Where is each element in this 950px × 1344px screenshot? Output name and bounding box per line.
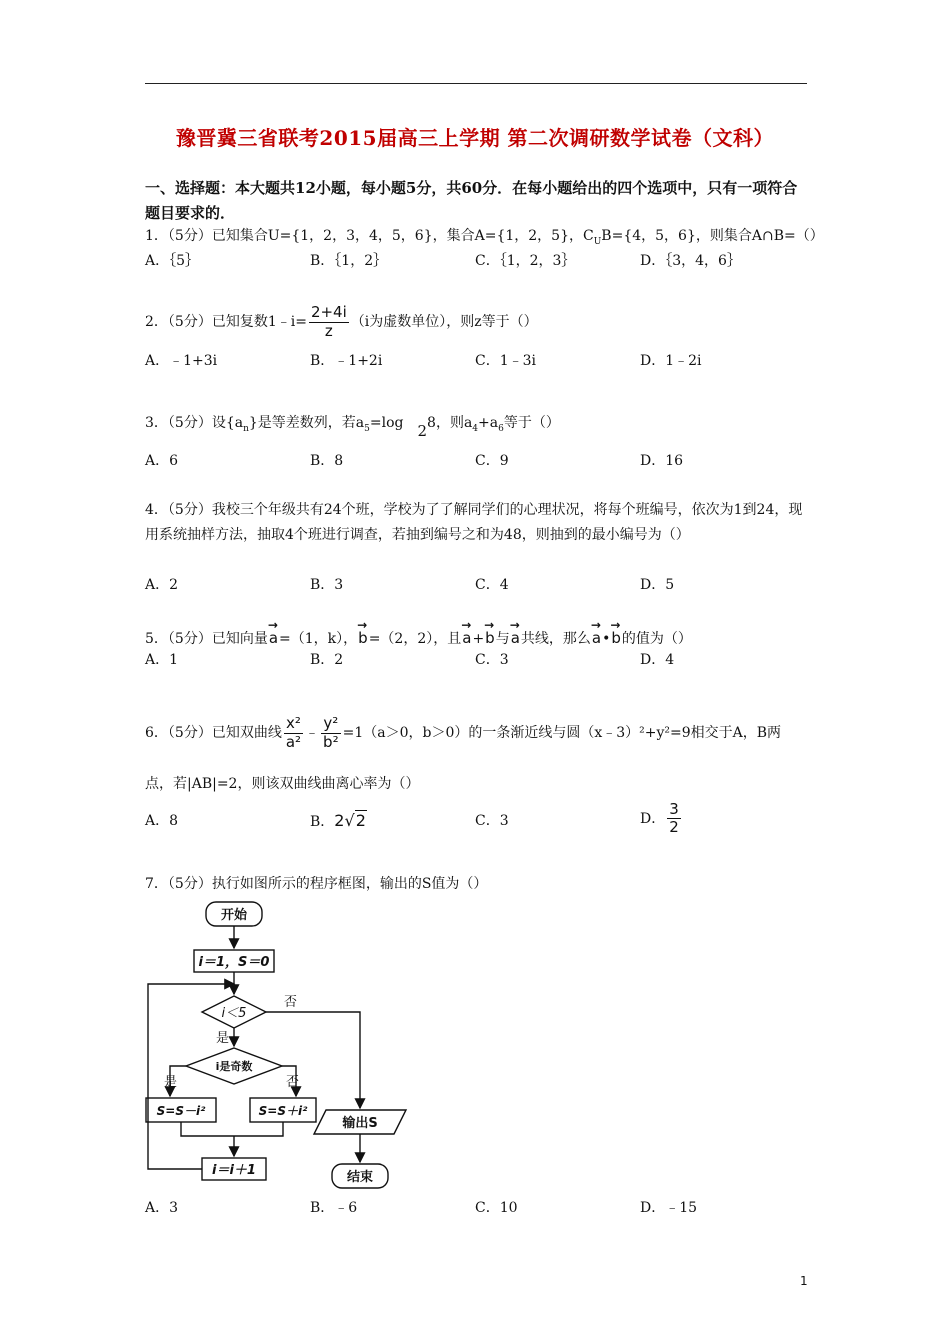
q3-post: 等于（） (503, 415, 560, 431)
q5-mid2: =（2，2），且 (368, 631, 462, 647)
flow-sub-label: S=S－i² (156, 1104, 206, 1118)
q3-sub-4: 4 (472, 423, 479, 434)
q2-option-b[interactable]: B．﹣1+2i (310, 353, 383, 369)
flow-add-label: S=S＋i² (258, 1104, 308, 1118)
flow-odd-label: i是奇数 (215, 1060, 253, 1073)
q6-option-d-num: 3 (669, 800, 679, 818)
q4-option-a[interactable]: A．2 (145, 577, 179, 593)
q1-options (145, 249, 810, 273)
q2-frac-num: 2+4i (310, 303, 347, 322)
q3-option-b[interactable]: B．8 (310, 453, 344, 469)
q3-pre: 3．（5分）设{a (145, 415, 244, 431)
q5-options (145, 648, 810, 672)
q6-frac1-den: a² (285, 732, 302, 751)
sqrt-expression: 2√2 (334, 811, 366, 830)
q5-dot: • (602, 631, 611, 647)
vector-a-4: → a (592, 622, 601, 650)
q5-option-c[interactable]: C．3 (475, 652, 509, 668)
q6-options (145, 800, 810, 845)
q2-options (145, 349, 810, 373)
q6-line-2: 点，若|AB|=2，则该双曲线曲离心率为（） (145, 776, 420, 792)
q6-fraction-y (321, 715, 341, 751)
q6-option-d[interactable] (640, 801, 683, 837)
vector-b-2: → b (485, 622, 495, 650)
vector-a: → a (269, 622, 278, 650)
flow-start-label: 开始 (220, 908, 248, 923)
q3-arg: 8，则a (427, 415, 473, 431)
q7-option-a[interactable]: A．3 (145, 1200, 179, 1216)
q3-option-d[interactable]: D．16 (640, 453, 684, 469)
q1-option-b[interactable]: B．｛1，2｝ (310, 253, 388, 269)
header-rule (145, 83, 807, 84)
q6-option-d-fraction (667, 801, 681, 837)
q2-option-a[interactable]: A．﹣1+3i (145, 353, 218, 369)
page-title: 豫晋冀三省联考2015届高三上学期 第二次调研数学试卷（文科） (175, 126, 775, 150)
q6-option-c[interactable]: C．3 (475, 813, 509, 829)
vector-b: → b (358, 622, 368, 650)
q4-option-b[interactable]: B．3 (310, 577, 344, 593)
q2-frac-den: z (324, 321, 333, 340)
vector-b-3: → b (611, 622, 621, 650)
question-6 (145, 708, 810, 758)
flow-output-label: 输出S (342, 1116, 378, 1131)
q4-option-c[interactable]: C．4 (475, 577, 509, 593)
q6-minus: ﹣ (305, 725, 320, 741)
q6-option-d-label: D． (640, 810, 666, 827)
q7-options (145, 1196, 810, 1220)
q6-option-b-label: B． (310, 814, 335, 830)
q2-pre: 2．（5分）已知复数1﹣i= (145, 314, 307, 330)
q6-fraction-x (284, 715, 303, 751)
q1-option-c[interactable]: C．｛1，2，3｝ (475, 253, 576, 269)
q5-pre: 5．（5分）已知向量 (145, 631, 268, 647)
vector-a-2: → a (462, 622, 471, 650)
q6-option-a[interactable]: A．8 (145, 813, 179, 829)
flow-no-label: 否 (284, 995, 298, 1010)
page-number: 1 (800, 1274, 808, 1288)
q3-plus: +a (478, 415, 499, 431)
q4-options (145, 573, 810, 597)
q1-stem: 1．（5分）已知集合U={1，2，3，4，5，6}，集合A={1，2，5}，C (145, 228, 594, 244)
q5-option-b[interactable]: B．2 (310, 652, 344, 668)
flow-inc-label: i＝i＋1 (212, 1163, 256, 1178)
question-4: 4．（5分）我校三个年级共有24个班，学校为了了解同学们的心理状况，将每个班编号，依次为1到24，现用系统抽样方法，抽取4个班进行调查，若抽到编号之和为48，则抽到的最小编号为（） (145, 502, 803, 543)
q5-with: 与 (495, 631, 510, 647)
q3-option-c[interactable]: C．9 (475, 453, 509, 469)
q3-options (145, 449, 810, 473)
q7-option-b[interactable]: B．﹣6 (310, 1200, 358, 1216)
q5-option-a[interactable]: A．1 (145, 652, 179, 668)
q6-frac1-num: x² (284, 715, 303, 733)
q5-post: 的值为（） (621, 631, 692, 647)
q3-sub-n: n (243, 423, 249, 434)
q6-frac2-den: b² (323, 732, 339, 751)
q3-log-base: 2 (417, 422, 428, 440)
q6-pre: 6．（5分）已知双曲线 (145, 725, 282, 741)
q1-stem2: B={4，5，6}，则集合A∩B=（） (601, 228, 824, 244)
q6-frac2-num: y² (321, 715, 341, 733)
question-2 (145, 302, 810, 342)
q3-option-a[interactable]: A．6 (145, 453, 179, 469)
q5-option-d[interactable]: D．4 (640, 652, 675, 668)
q6-option-d-den: 2 (669, 818, 679, 837)
question-3 (145, 410, 810, 441)
flowchart (144, 898, 424, 1196)
q1-sub: U (593, 236, 602, 247)
q3-sub-5: 5 (364, 423, 370, 434)
q2-fraction (309, 304, 349, 340)
sqrt-radicand: 2 (355, 811, 366, 830)
sqrt-coef: 2 (334, 811, 345, 830)
q1-option-a[interactable]: A．｛5｝ (145, 253, 200, 269)
flow-init-label: i＝1，S＝0 (198, 955, 270, 970)
vector-a-3: → a (511, 622, 520, 650)
q2-option-d[interactable]: D．1﹣2i (640, 353, 702, 369)
q2-post: （i为虚数单位），则z等于（） (350, 314, 538, 330)
flow-no-branch (266, 1012, 360, 1108)
flow-yes-label: 是 (216, 1031, 230, 1046)
q6-option-b[interactable] (310, 809, 367, 834)
section-heading: 一、选择题：本大题共12小题，每小题5分，共60分．在每小题给出的四个选项中，只有一项符合题目要求的． (145, 179, 798, 222)
q5-plus: + (472, 631, 485, 647)
q6-post: =1（a＞0，b＞0）的一条渐近线与圆（x﹣3）²+y²=9相交于A，B两 (342, 725, 782, 741)
q5-mid1: =（1，k）， (279, 631, 358, 647)
q3-mid: }是等差数列，若a (248, 415, 365, 431)
q2-option-c[interactable]: C．1﹣3i (475, 353, 537, 369)
flow-no2-label: 否 (286, 1075, 300, 1090)
q7-option-d[interactable]: D．﹣15 (640, 1200, 698, 1216)
q5-mid3: 共线，那么 (520, 631, 591, 647)
flow-yes2-label: 是 (164, 1075, 178, 1090)
flow-end-label: 结束 (346, 1170, 374, 1185)
question-5 (145, 622, 810, 651)
question-7: 7．（5分）执行如图所示的程序框图，输出的S值为（） (145, 876, 488, 892)
flow-merge (181, 1122, 283, 1136)
q3-sub-6: 6 (498, 423, 504, 434)
q7-option-c[interactable]: C．10 (475, 1200, 518, 1216)
flow-cond-label: i＜5 (221, 1006, 247, 1021)
q1-option-d[interactable]: D．｛3，4，6｝ (640, 253, 741, 269)
q3-log: =log (369, 415, 404, 431)
q4-option-d[interactable]: D．5 (640, 577, 675, 593)
